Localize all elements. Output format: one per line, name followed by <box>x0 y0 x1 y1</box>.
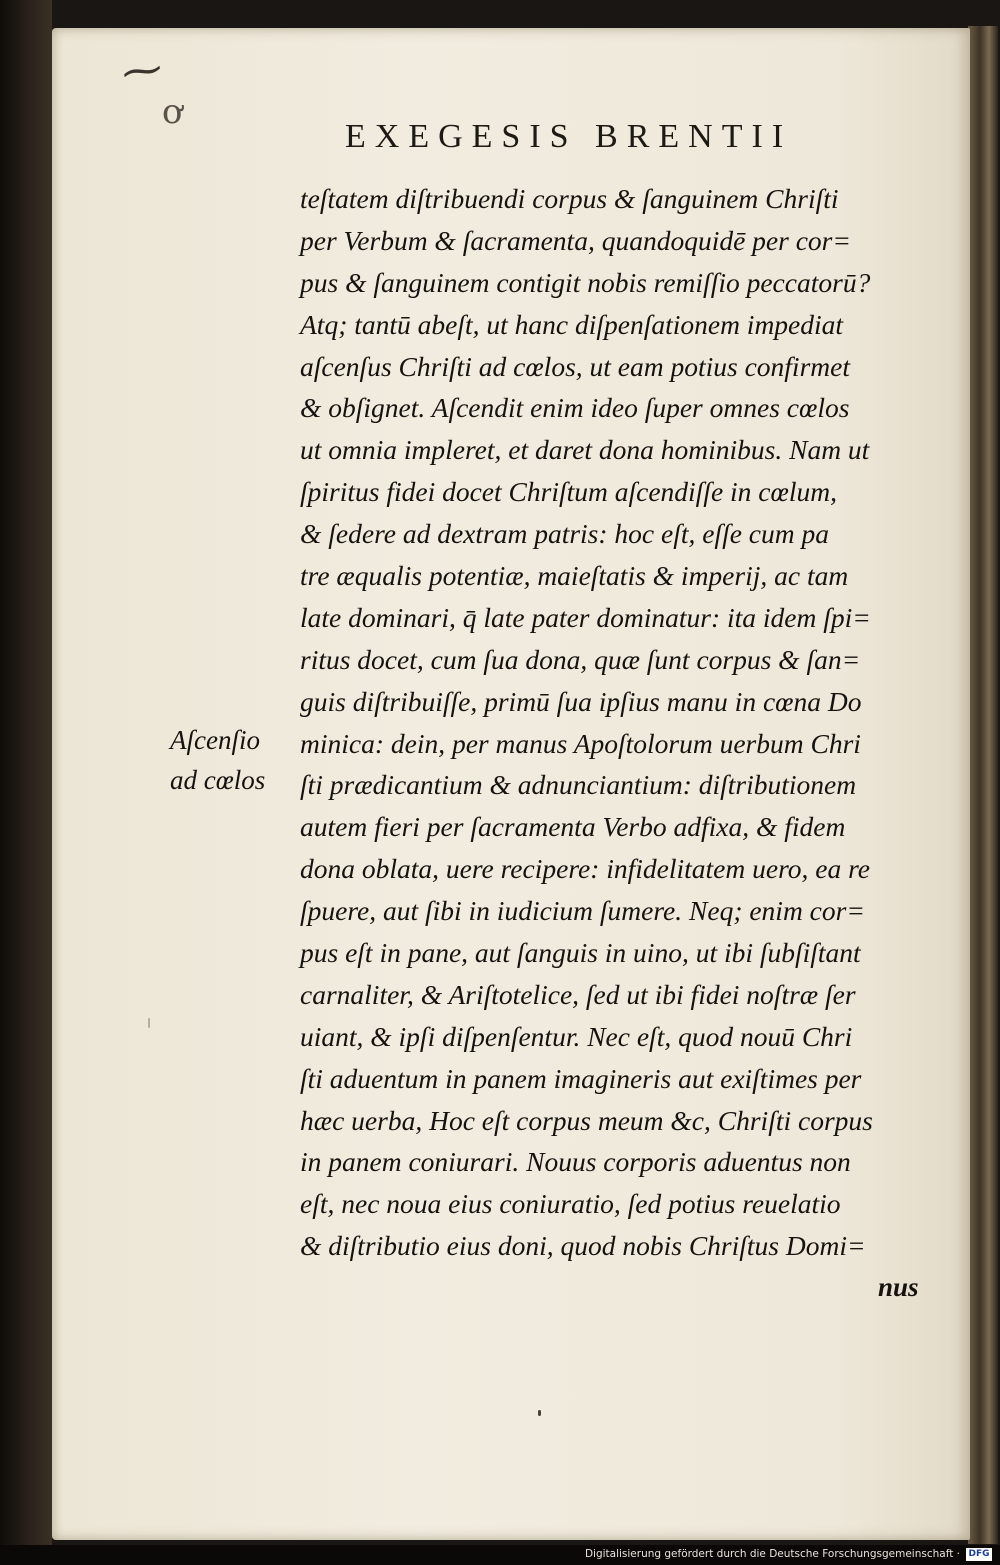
text-line: aſcenſus Chriſti ad cœlos, ut eam potius confirmet <box>300 350 850 382</box>
text-line: & diſtributio eius doni, quod nobis Chriſtus Domi= <box>300 1230 866 1262</box>
text-line: per Verbum & ſacramenta, quandoquidē per cor= <box>300 224 851 256</box>
ink-stroke-mark: ⁓ <box>118 45 166 97</box>
text-line: ritus docet, cum ſua dona, quæ ſunt corpus & ſan= <box>300 643 861 675</box>
text-line: minica: dein, per manus Apoſtolorum uerbum Chri <box>300 727 861 759</box>
text-line: ut omnia impleret, et daret dona hominibus. Nam ut <box>300 434 870 466</box>
book-page-edge <box>968 26 998 1544</box>
text-line: ſti aduentum in panem imagineris aut exiſtimes per <box>300 1062 862 1094</box>
text-line: ſti prædicantium & adnunciantium: diſtributionem <box>300 769 857 801</box>
text-line: autem fieri per ſacramenta Verbo adfixa, & fidem <box>300 811 846 843</box>
ink-speck <box>148 1018 150 1028</box>
text-line: ſpuere, aut ſibi in iudicium ſumere. Neq; enim cor= <box>300 895 865 927</box>
text-line: hæc uerba, Hoc eſt corpus meum &c, Chriſti corpus <box>300 1104 873 1136</box>
text-line: & ſedere ad dextram patris: hoc eſt, eſſe cum pa <box>300 518 829 550</box>
footer-credit: Digitalisierung gefördert durch die Deutsche Forschungsgemeinschaft · <box>584 1548 960 1560</box>
text-line: carnaliter, & Ariſtotelice, ſed ut ibi fidei noſtræ ſer <box>300 978 856 1010</box>
marginal-line: Aſcenſio <box>170 725 260 755</box>
body-text <box>300 178 940 1267</box>
text-line: eſt, nec noua eius coniuratio, ſed potius reuelatio <box>300 1188 841 1220</box>
catchword: nus <box>878 1272 919 1302</box>
text-line: guis diſtribuiſſe, primū ſua ipſius manu in cœna Do <box>300 685 862 717</box>
text-line: uiant, & ipſi diſpenſentur. Nec eſt, quod nouū Chri <box>300 1020 853 1052</box>
running-head: EXEGESIS BRENTII <box>345 118 793 155</box>
dfg-logo: DFG <box>966 1548 992 1561</box>
text-line: ſpiritus fidei docet Chriſtum aſcendiſſe in cœlum, <box>300 476 837 508</box>
marginal-note <box>170 720 265 800</box>
text-line: late dominari, q̄ late pater dominatur: ita idem ſpi= <box>300 601 871 633</box>
text-line: Atq; tantū abeſt, ut hanc diſpenſationem impediat <box>300 308 844 340</box>
ink-speck <box>538 1410 541 1416</box>
text-line: in panem coniurari. Nouus corporis aduentus non <box>300 1146 851 1178</box>
ink-ring-mark: ơ <box>162 92 183 132</box>
text-line: dona oblata, uere recipere: infidelitatem uero, ea re <box>300 853 870 885</box>
text-line: & obſignet. Aſcendit enim ideo ſuper omnes cœlos <box>300 392 850 424</box>
text-line: pus eſt in pane, aut ſanguis in uino, ut ibi ſubſiſtant <box>300 937 861 969</box>
text-line: pus & ſanguinem contigit nobis remiſſio peccatorū? <box>300 266 871 298</box>
text-line: tre æqualis potentiæ, maieſtatis & imperij, ac tam <box>300 560 849 592</box>
text-line: teſtatem diſtribuendi corpus & ſanguinem Chriſti <box>300 183 839 214</box>
marginal-line: ad cœlos <box>170 765 266 795</box>
